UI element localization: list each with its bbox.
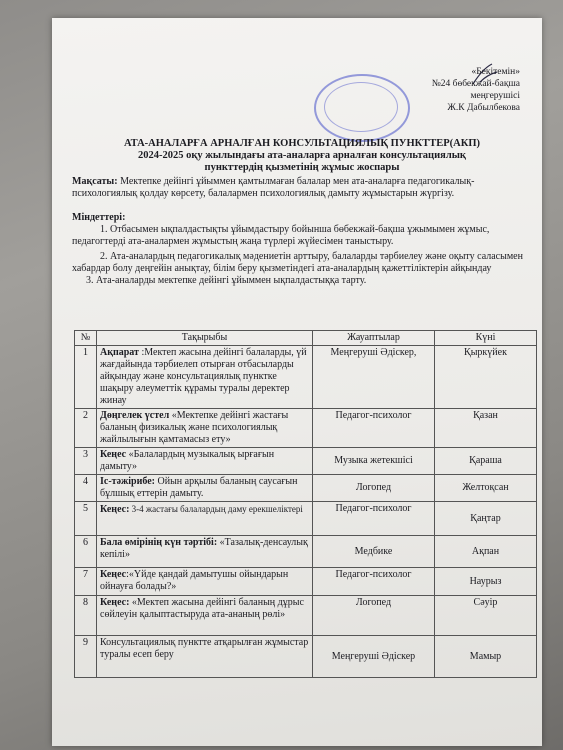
row-number: 3 [75,448,97,475]
table-header-row [75,331,537,346]
topic-bold: Кеңес: [100,504,130,515]
row-date: Ақпан [435,536,537,568]
approval-line: Ж.К Дабылбекова [447,103,520,113]
title-line: 2024-2025 оқу жылындағы ата-аналарға арналған консультациялық [138,150,466,161]
row-date: Сәуір [435,596,537,636]
row-date: Қаңтар [435,502,537,536]
plan-table [74,330,537,678]
row-responsible: Педагог-психолог [313,568,435,596]
task-item: 2. Ата-аналардың педагогикалық мәдениетін арттыру, балаларды тәрбиелеу және оқыту саласымен хабардар болу деңгейін анықтау, білім беру қызметіндегі ата-аналардың қажеттіліктерін айқындау [72,251,523,274]
approval-block [370,66,520,114]
topic-bold: Бала өмірінің күн тәртібі: [100,537,218,548]
topic-text: Ойын арқылы баланың саусағын бұлшық еттерін дамыту. [100,476,298,499]
table-row [75,636,537,678]
row-date: Қыркүйек [435,346,537,409]
topic-bold: Кеңес [100,569,127,580]
row-topic [97,568,313,596]
row-responsible: Медбике [313,536,435,568]
row-date: Желтоқсан [435,475,537,502]
header-topic: Тақырыбы [97,331,313,346]
topic-bold: Дөңгелек үстел [100,410,170,421]
row-responsible: Музыка жетекшісі [313,448,435,475]
topic-text: «Мектепке дейінгі жастағы баланың физикалық және психологиялық жайлылығын қамтамасыз ету» [100,410,289,445]
topic-text: Консультациялық пунктте атқарылған жұмыстар туралы есеп беру [100,637,309,660]
row-date: Мамыр [435,636,537,678]
row-topic [97,596,313,636]
row-topic [97,346,313,409]
row-number: 5 [75,502,97,536]
row-topic [97,409,313,448]
row-responsible: Педагог-психолог [313,409,435,448]
task-item: 3. Ата-аналарды мектепке дейінгі ұйыммен ықпалдастыққа тарту. [86,275,367,286]
row-topic [97,448,313,475]
approval-line: «Бекітемін» [471,67,520,77]
table-row [75,596,537,636]
title-line: пункттердің қызметінің жұмыс жоспары [204,162,400,173]
row-date: Қазан [435,409,537,448]
header-responsible: Жауаптылар [313,331,435,346]
header-number: № [75,331,97,346]
table-row [75,568,537,596]
topic-bold: Іс-тәжірибе: [100,476,155,487]
row-responsible: Педагог-психолог [313,502,435,536]
table-row [75,536,537,568]
topic-text: 3-4 жастағы балалардың даму ерекшеліктері [129,504,303,514]
topic-bold: Кеңес: [100,597,130,608]
row-topic [97,502,313,536]
approval-line: №24 бөбекжай-бақша [431,79,520,89]
document-title [72,138,532,174]
row-responsible: Логопед [313,596,435,636]
topic-text: «Балалардың музыкалық ырғағын дамыту» [100,449,275,472]
row-topic [97,536,313,568]
row-topic [97,636,313,678]
task-item: 1. Отбасымен ықпалдастықты ұйымдастыру бойынша бөбекжай-бақша ұжымымен жұмыс, педагогтерді ата-аналармен жұмыстың жаңа түрлері жүйесімен таныстыру. [72,224,490,247]
tasks-section [72,212,532,287]
header-date: Күні [435,331,537,346]
table-row [75,475,537,502]
topic-text: :«Үйде қандай дамытушы ойындарын ойнауға болады?» [100,569,289,592]
row-number: 1 [75,346,97,409]
row-number: 9 [75,636,97,678]
table-row [75,448,537,475]
goal-text: Мектепке дейінгі ұйыммен қамтылмаған балалар мен ата-аналарға педагогикалық-психологиялық қолдау көрсету, балалармен психологиялық дамыту жұмыстарын жүргізу. [72,176,475,199]
row-number: 2 [75,409,97,448]
title-line: АТА-АНАЛАРҒА АРНАЛҒАН КОНСУЛЬТАЦИЯЛЫҚ ПУНКТТЕР(АКП) [123,138,481,149]
row-date: Қараша [435,448,537,475]
goal-label: Мақсаты: [72,176,118,187]
row-responsible: Меңгеруші Әдіскер, [313,346,435,409]
approval-line: меңгерушісі [470,91,520,101]
topic-text: :Мектеп жасына дейінгі балаларды, үй жағдайында тәрбиелеп отырған отбасыларды айқындау және консультациялық пунктке шақыру әлеуметтік құрамы туралы деректер жинау [100,347,307,406]
topic-text: «Тазалық-денсаулық кепілі» [100,537,308,560]
topic-bold: Ақпарат [100,347,139,358]
tasks-label: Міндеттері: [72,212,126,223]
row-date: Наурыз [435,568,537,596]
row-number: 6 [75,536,97,568]
document-page [52,18,542,746]
row-number: 4 [75,475,97,502]
topic-text: «Мектеп жасына дейінгі баланың дұрыс сөйлеуін қалыптастыруда ата-ананың рөлі» [100,597,304,620]
row-responsible: Меңгеруші Әдіскер [313,636,435,678]
table-row [75,502,537,536]
topic-bold: Кеңес [100,449,127,460]
row-responsible: Логопед [313,475,435,502]
table-row [75,409,537,448]
goal-paragraph [72,176,532,200]
row-number: 8 [75,596,97,636]
row-number: 7 [75,568,97,596]
row-topic [97,475,313,502]
table-row [75,346,537,409]
